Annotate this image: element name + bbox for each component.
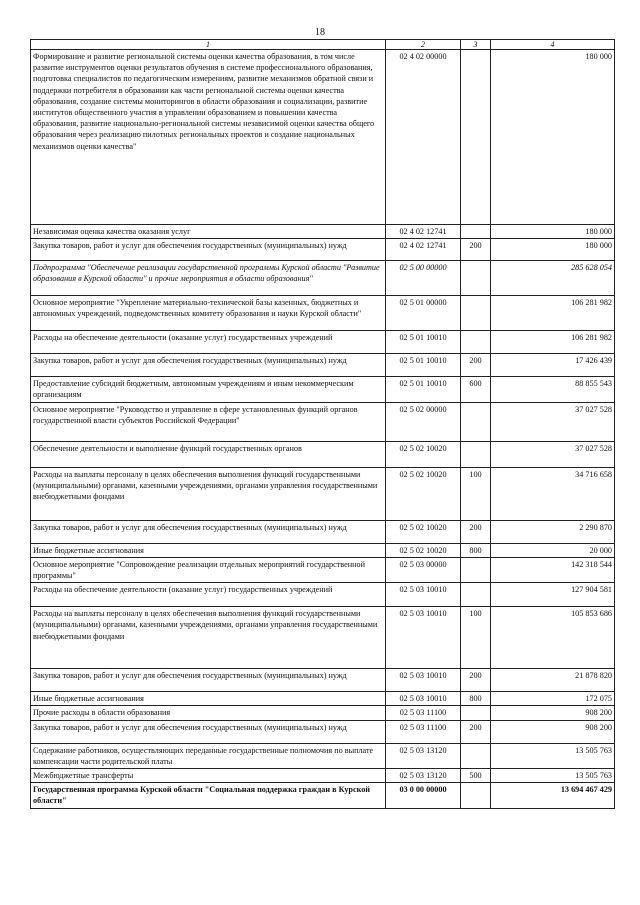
row-expense-type: 200 [461,520,491,543]
row-expense-type: 600 [461,377,491,402]
row-amount: 34 716 658 [491,467,615,520]
table-row [31,467,615,520]
row-name: Основное мероприятие "Руководство и управление в сфере установленных функций органов государственной власти субъектов Российской Федерации" [31,402,386,441]
row-amount: 88 855 543 [491,377,615,402]
row-amount: 180 000 [491,239,615,261]
row-amount: 13 505 763 [491,769,615,783]
row-code: 02 5 00 00000 [386,261,461,296]
row-name: Подпрограмма "Обеспечение реализации государственной программы Курской области "Развитие образования в Курской области" и прочие мероприятия в области образования" [31,261,386,296]
row-amount: 17 426 439 [491,354,615,377]
row-expense-type: 800 [461,543,491,557]
header-col-4: 4 [491,40,615,50]
row-name: Закупка товаров, работ и услуг для обеспечения государственных (муниципальных) нужд [31,720,386,743]
row-name: Предоставление субсидий бюджетным, автономным учреждениям и иным некоммерческим организациям [31,377,386,402]
row-code: 02 4 02 12741 [386,239,461,261]
row-code: 02 5 02 10020 [386,467,461,520]
header-col-2: 2 [386,40,461,50]
row-code: 02 5 01 10010 [386,377,461,402]
row-name: Расходы на выплаты персоналу в целях обеспечения выполнения функций государственными (муниципальными) органами, казенными учреждениями, органами управления государственными внебюджетными фондами [31,467,386,520]
row-code: 02 5 01 00000 [386,296,461,331]
header-col-1: 1 [31,40,386,50]
row-name: Государственная программа Курской области "Социальная поддержка граждан в Курской области" [31,783,386,809]
row-expense-type: 200 [461,669,491,692]
row-name: Межбюджетные трансферты [31,769,386,783]
row-amount: 106 281 982 [491,331,615,354]
table-row [31,769,615,783]
row-name: Основное мероприятие "Укрепление материально-технической базы казенных, бюджетных и автономных учреждений, подведомственных комитету образования и науки Курской области" [31,296,386,331]
row-amount: 106 281 982 [491,296,615,331]
table-row [31,441,615,467]
row-name: Закупка товаров, работ и услуг для обеспечения государственных (муниципальных) нужд [31,669,386,692]
row-expense-type: 800 [461,692,491,706]
table-row [31,239,615,261]
row-amount: 127 904 581 [491,583,615,607]
row-name: Прочие расходы в области образования [31,706,386,720]
table-row [31,543,615,557]
row-code: 02 5 03 11100 [386,706,461,720]
row-expense-type [461,50,491,225]
row-expense-type [461,557,491,582]
row-code: 02 5 01 10010 [386,331,461,354]
row-name: Независимая оценка качества оказания услуг [31,225,386,239]
table-row [31,261,615,296]
row-amount: 21 878 820 [491,669,615,692]
row-name: Основное мероприятие "Сопровождение реализации отдельных мероприятий государственной программы" [31,557,386,582]
row-amount: 13 694 467 429 [491,783,615,809]
page-number: 18 [315,27,325,38]
row-expense-type [461,743,491,768]
table-row [31,669,615,692]
table-row [31,607,615,669]
row-expense-type [461,261,491,296]
table-row [31,377,615,402]
row-amount: 105 853 686 [491,607,615,669]
row-name: Закупка товаров, работ и услуг для обеспечения государственных (муниципальных) нужд [31,239,386,261]
table-row [31,557,615,582]
row-amount: 285 628 054 [491,261,615,296]
row-amount: 37 027 528 [491,402,615,441]
table-row [31,743,615,768]
row-code: 02 4 02 12741 [386,225,461,239]
row-amount: 908 200 [491,706,615,720]
row-name: Расходы на обеспечение деятельности (оказание услуг) государственных учреждений [31,331,386,354]
row-expense-type: 100 [461,607,491,669]
row-code: 02 5 03 13120 [386,743,461,768]
table-row [31,720,615,743]
row-code: 02 5 03 10010 [386,583,461,607]
table-row [31,583,615,607]
row-amount: 908 200 [491,720,615,743]
row-name: Формирование и развитие региональной системы оценки качества образования, в том числе развитие инструментов оценки результатов обучения в системе профессионального образования, подготовка специалистов по педагогическим измерениям, развитие механизмов обратной связи и поддержки потребителя в образовании как части региональной системы оценки качества образования, создание системы мониторингов в области образования и социализации, развитие институтов общественного участия в управлении образованием и повышении качества образования, развитие национально-региональной системы независимой оценки качества общего образования через реализацию пилотных региональных проектов и создание национальных механизмов оценки качества" [31,50,386,225]
row-expense-type [461,331,491,354]
row-expense-type: 200 [461,239,491,261]
table-row [31,783,615,809]
row-name: Расходы на выплаты персоналу в целях обеспечения выполнения функций государственными (муниципальными) органами, казенными учреждениями, органами управления государственными внебюджетными фондами [31,607,386,669]
row-code: 02 5 03 10010 [386,669,461,692]
header-col-3: 3 [461,40,491,50]
row-name: Иные бюджетные ассигнования [31,543,386,557]
row-code: 02 5 03 10010 [386,692,461,706]
row-code: 02 5 03 00000 [386,557,461,582]
row-code: 02 5 03 10010 [386,607,461,669]
row-amount: 142 318 544 [491,557,615,582]
budget-table [30,39,615,809]
table-row [31,706,615,720]
row-name: Закупка товаров, работ и услуг для обеспечения государственных (муниципальных) нужд [31,354,386,377]
table-header-row [31,40,615,50]
row-expense-type [461,225,491,239]
table-row [31,692,615,706]
table-row [31,225,615,239]
row-amount: 2 290 870 [491,520,615,543]
row-expense-type [461,706,491,720]
row-code: 02 5 02 10020 [386,520,461,543]
row-expense-type: 200 [461,720,491,743]
row-amount: 37 027 528 [491,441,615,467]
row-name: Закупка товаров, работ и услуг для обеспечения государственных (муниципальных) нужд [31,520,386,543]
row-amount: 180 000 [491,225,615,239]
row-expense-type: 200 [461,354,491,377]
row-code: 02 5 03 13120 [386,769,461,783]
row-expense-type: 100 [461,467,491,520]
row-amount: 20 000 [491,543,615,557]
row-name: Обеспечение деятельности и выполнение функций государственных органов [31,441,386,467]
table-row [31,296,615,331]
row-expense-type [461,583,491,607]
row-expense-type [461,296,491,331]
row-code: 02 5 02 00000 [386,402,461,441]
row-amount: 172 075 [491,692,615,706]
table-row [31,354,615,377]
table-row [31,50,615,225]
row-code: 02 5 02 10020 [386,543,461,557]
row-expense-type [461,441,491,467]
row-code: 03 0 00 00000 [386,783,461,809]
table-row [31,331,615,354]
row-expense-type: 500 [461,769,491,783]
table-row [31,402,615,441]
row-name: Иные бюджетные ассигнования [31,692,386,706]
row-expense-type [461,783,491,809]
row-amount: 13 505 763 [491,743,615,768]
row-name: Расходы на обеспечение деятельности (оказание услуг) государственных учреждений [31,583,386,607]
table-row [31,520,615,543]
row-name: Содержание работников, осуществляющих переданные государственные полномочия по выплате компенсации части родительской платы [31,743,386,768]
row-code: 02 4 02 00000 [386,50,461,225]
row-code: 02 5 01 10010 [386,354,461,377]
row-code: 02 5 03 11100 [386,720,461,743]
row-expense-type [461,402,491,441]
row-amount: 180 000 [491,50,615,225]
row-code: 02 5 02 10020 [386,441,461,467]
